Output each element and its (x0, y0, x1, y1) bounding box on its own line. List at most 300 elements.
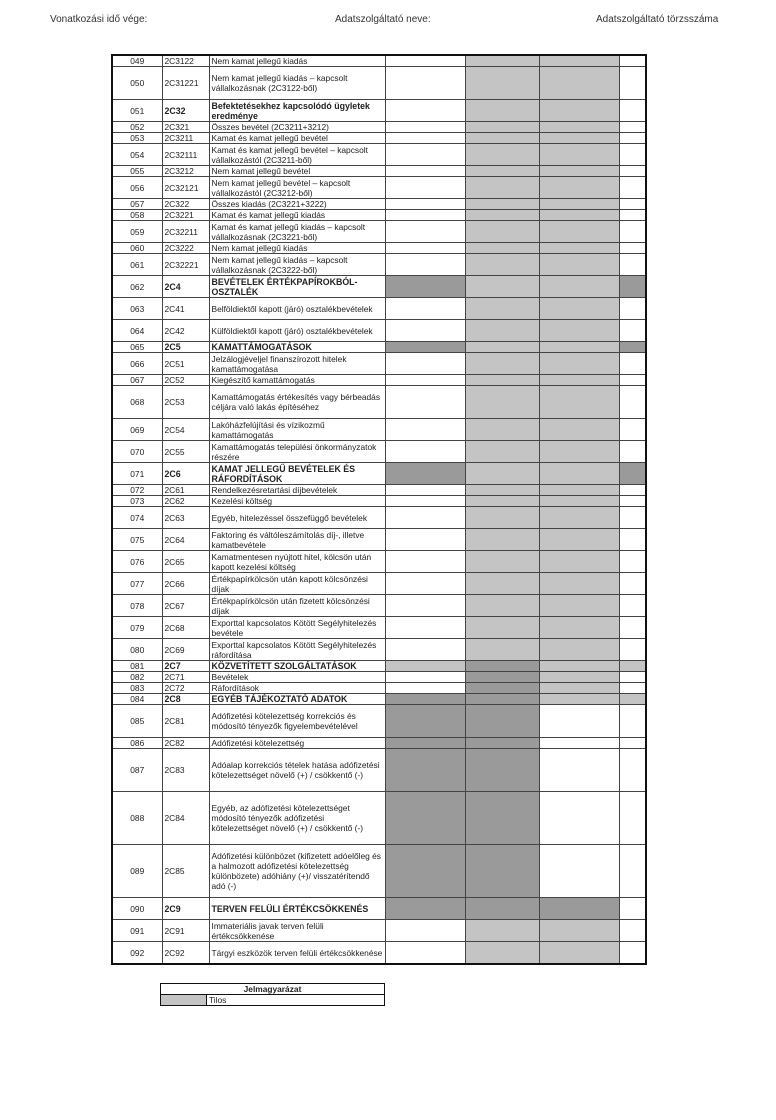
table-row (112, 298, 646, 320)
value-cell (465, 898, 539, 920)
value-cell (619, 661, 646, 672)
value-cell (465, 133, 539, 144)
row-description: Külföldiektől kapott (járó) osztalékbevételek (209, 320, 385, 342)
value-cell[interactable] (385, 375, 465, 386)
value-cell[interactable] (385, 441, 465, 463)
value-cell (465, 485, 539, 496)
legend-table (160, 983, 385, 1006)
value-cell[interactable] (619, 639, 646, 661)
row-description: Egyéb, hitelezéssel összefüggő bevételek (209, 507, 385, 529)
value-cell (385, 738, 465, 749)
value-cell[interactable] (385, 144, 465, 166)
table-row (112, 386, 646, 419)
value-cell (465, 210, 539, 221)
table-row (112, 485, 646, 496)
value-cell[interactable] (385, 942, 465, 965)
table-row (112, 276, 646, 298)
value-cell (539, 177, 619, 199)
row-description: Faktoring és váltóleszámítolás díj-, illetve kamatbevétele (209, 529, 385, 551)
row-number: 079 (112, 617, 162, 639)
value-cell (465, 254, 539, 276)
value-cell[interactable] (385, 920, 465, 942)
row-description: Kamat és kamat jellegű bevétel – kapcsolt vállalkozástól (2C3211-ből) (209, 144, 385, 166)
value-cell (539, 507, 619, 529)
row-number: 090 (112, 898, 162, 920)
row-description: Kamat és kamat jellegű bevétel (209, 133, 385, 144)
value-cell[interactable] (619, 485, 646, 496)
row-code: 2C52 (162, 375, 209, 386)
value-cell[interactable] (619, 133, 646, 144)
value-cell (539, 298, 619, 320)
row-code: 2C67 (162, 595, 209, 617)
value-cell (539, 199, 619, 210)
value-cell (539, 617, 619, 639)
value-cell (619, 694, 646, 705)
table-row (112, 705, 646, 738)
row-description: Kamat és kamat jellegű kiadás (209, 210, 385, 221)
row-code: 2C82 (162, 738, 209, 749)
row-number: 074 (112, 507, 162, 529)
row-description: Értékpapírkölcsön után kapott kölcsönzési díjak (209, 573, 385, 595)
row-code: 2C91 (162, 920, 209, 942)
table-row (112, 221, 646, 243)
value-cell[interactable] (385, 617, 465, 639)
row-number: 070 (112, 441, 162, 463)
value-cell (539, 551, 619, 573)
value-cell[interactable] (619, 529, 646, 551)
value-cell (465, 386, 539, 419)
value-cell (465, 683, 539, 694)
row-code: 2C65 (162, 551, 209, 573)
value-cell[interactable] (385, 55, 465, 67)
row-code: 2C8 (162, 694, 209, 705)
row-description: Exporttal kapcsolatos Kötött Segélyhitelezés ráfordítása (209, 639, 385, 661)
legend-swatch (161, 995, 207, 1006)
row-number: 088 (112, 792, 162, 845)
value-cell (539, 694, 619, 705)
value-cell (465, 617, 539, 639)
value-cell (385, 705, 465, 738)
row-description: Rendelkezésretartási díjbevételek (209, 485, 385, 496)
row-number: 067 (112, 375, 162, 386)
row-code: 2C322 (162, 199, 209, 210)
value-cell (539, 942, 619, 965)
table-row (112, 353, 646, 375)
value-cell (539, 144, 619, 166)
value-cell[interactable] (539, 738, 619, 749)
row-code: 2C41 (162, 298, 209, 320)
value-cell[interactable] (539, 845, 619, 898)
value-cell (539, 353, 619, 375)
value-cell (465, 738, 539, 749)
value-cell (465, 749, 539, 792)
value-cell[interactable] (385, 122, 465, 133)
row-number: 059 (112, 221, 162, 243)
reference-period-label: Vonatkozási idő vége: (50, 14, 148, 25)
value-cell (539, 496, 619, 507)
value-cell (539, 342, 619, 353)
row-code: 2C4 (162, 276, 209, 298)
value-cell (465, 221, 539, 243)
row-number: 062 (112, 276, 162, 298)
table-row (112, 845, 646, 898)
value-cell[interactable] (619, 705, 646, 738)
row-number: 066 (112, 353, 162, 375)
table-row (112, 529, 646, 551)
value-cell[interactable] (385, 67, 465, 100)
row-number: 091 (112, 920, 162, 942)
value-cell (465, 573, 539, 595)
value-cell (539, 386, 619, 419)
value-cell (539, 595, 619, 617)
table-row (112, 661, 646, 672)
row-number: 082 (112, 672, 162, 683)
table-row (112, 254, 646, 276)
value-cell (465, 942, 539, 965)
value-cell (539, 320, 619, 342)
value-cell (465, 845, 539, 898)
value-cell[interactable] (385, 485, 465, 496)
value-cell (465, 342, 539, 353)
table-row (112, 920, 646, 942)
value-cell (465, 55, 539, 67)
row-description: Belföldiektől kapott (járó) osztalékbevételek (209, 298, 385, 320)
table-row (112, 100, 646, 122)
value-cell[interactable] (619, 749, 646, 792)
value-cell[interactable] (619, 100, 646, 122)
value-cell[interactable] (619, 683, 646, 694)
value-cell[interactable] (385, 419, 465, 441)
value-cell (385, 463, 465, 485)
row-code: 2C42 (162, 320, 209, 342)
value-cell[interactable] (385, 496, 465, 507)
value-cell[interactable] (619, 55, 646, 67)
row-code: 2C32121 (162, 177, 209, 199)
value-cell (465, 441, 539, 463)
row-number: 063 (112, 298, 162, 320)
row-code: 2C69 (162, 639, 209, 661)
value-cell[interactable] (385, 353, 465, 375)
row-code: 2C32 (162, 100, 209, 122)
row-number: 049 (112, 55, 162, 67)
row-code: 2C32111 (162, 144, 209, 166)
table-row (112, 617, 646, 639)
row-number: 087 (112, 749, 162, 792)
row-description: Nem kamat jellegű kiadás (209, 55, 385, 67)
row-description: Exporttal kapcsolatos Kötött Segélyhitelezés bevétele (209, 617, 385, 639)
table-row (112, 419, 646, 441)
row-number: 058 (112, 210, 162, 221)
value-cell[interactable] (619, 243, 646, 254)
row-code: 2C3222 (162, 243, 209, 254)
row-description: Összes kiadás (2C3221+3222) (209, 199, 385, 210)
value-cell (539, 672, 619, 683)
row-description: Bevételek (209, 672, 385, 683)
value-cell[interactable] (619, 595, 646, 617)
table-row (112, 144, 646, 166)
value-cell[interactable] (619, 375, 646, 386)
value-cell[interactable] (619, 419, 646, 441)
value-cell[interactable] (539, 749, 619, 792)
row-number: 054 (112, 144, 162, 166)
value-cell (465, 529, 539, 551)
value-cell (465, 100, 539, 122)
value-cell (539, 441, 619, 463)
row-description: TERVEN FELÜLI ÉRTÉKCSÖKKENÉS (209, 898, 385, 920)
table-row (112, 942, 646, 965)
table-row (112, 639, 646, 661)
row-description: Egyéb, az adófizetési kötelezettséget módosító tényezők adófizetési kötelezettséget növelő (+) / csökkentő (-) (209, 792, 385, 845)
row-code: 2C83 (162, 749, 209, 792)
value-cell[interactable] (385, 177, 465, 199)
row-description: Immateriális javak terven felüli értékcsökkenése (209, 920, 385, 942)
table-row (112, 67, 646, 100)
row-description: Értékpapírkölcsön után fizetett kölcsönzési díjak (209, 595, 385, 617)
row-code: 2C64 (162, 529, 209, 551)
value-cell[interactable] (385, 100, 465, 122)
row-code: 2C62 (162, 496, 209, 507)
table-row (112, 694, 646, 705)
row-description: Nem kamat jellegű kiadás – kapcsolt vállalkozásnak (2C3122-ből) (209, 67, 385, 100)
row-code: 2C71 (162, 672, 209, 683)
value-cell[interactable] (385, 166, 465, 177)
value-cell[interactable] (619, 617, 646, 639)
row-number: 084 (112, 694, 162, 705)
row-description: Tárgyi eszközök terven felüli értékcsökkenése (209, 942, 385, 965)
report-rows (112, 55, 646, 964)
row-description: Adófizetési különbözet (kifizetett adóelőleg és a halmozott adófizetési kötelezettség különbözete) adóhiány (+)/ visszatérítendő adó (-) (209, 845, 385, 898)
value-cell[interactable] (385, 672, 465, 683)
value-cell[interactable] (619, 942, 646, 965)
value-cell (539, 55, 619, 67)
value-cell (539, 463, 619, 485)
row-description: Nem kamat jellegű bevétel – kapcsolt vállalkozástól (2C3212-ből) (209, 177, 385, 199)
row-description: Nem kamat jellegű bevétel (209, 166, 385, 177)
value-cell[interactable] (385, 243, 465, 254)
row-number: 076 (112, 551, 162, 573)
value-cell[interactable] (619, 353, 646, 375)
value-cell[interactable] (385, 320, 465, 342)
table-row (112, 573, 646, 595)
row-description: Összes bevétel (2C3211+3212) (209, 122, 385, 133)
value-cell (385, 694, 465, 705)
table-row (112, 507, 646, 529)
row-code: 2C3211 (162, 133, 209, 144)
table-row (112, 177, 646, 199)
value-cell[interactable] (619, 254, 646, 276)
value-cell (465, 144, 539, 166)
row-number: 069 (112, 419, 162, 441)
value-cell[interactable] (619, 320, 646, 342)
row-code: 2C3122 (162, 55, 209, 67)
row-description: Adóalap korrekciós tételek hatása adófizetési kötelezettséget növelő (+) / csökkentő (-) (209, 749, 385, 792)
value-cell[interactable] (619, 386, 646, 419)
row-code: 2C85 (162, 845, 209, 898)
value-cell (465, 122, 539, 133)
table-row (112, 738, 646, 749)
value-cell (539, 166, 619, 177)
value-cell (385, 661, 465, 672)
row-description: Kamattámogatás értékesítés vagy bérbeadás céljára való lakás építéséhez (209, 386, 385, 419)
value-cell[interactable] (385, 551, 465, 573)
value-cell[interactable] (619, 177, 646, 199)
value-cell[interactable] (619, 507, 646, 529)
value-cell[interactable] (385, 254, 465, 276)
row-number: 080 (112, 639, 162, 661)
provider-name-label: Adatszolgáltató neve: (335, 14, 431, 25)
value-cell (465, 243, 539, 254)
row-code: 2C54 (162, 419, 209, 441)
row-description: Adófizetési kötelezettség (209, 738, 385, 749)
row-number: 081 (112, 661, 162, 672)
row-code: 2C9 (162, 898, 209, 920)
table-row (112, 166, 646, 177)
value-cell (465, 705, 539, 738)
table-row (112, 210, 646, 221)
table-row (112, 551, 646, 573)
row-description: Kamatmentesen nyújtott hitel, kölcsön után kapott kezelési költség (209, 551, 385, 573)
row-code: 2C92 (162, 942, 209, 965)
value-cell (465, 419, 539, 441)
value-cell (539, 375, 619, 386)
value-cell (385, 792, 465, 845)
value-cell[interactable] (619, 792, 646, 845)
table-row (112, 122, 646, 133)
row-description: Lakóházfelújítási és vízikozmű kamattámogatás (209, 419, 385, 441)
value-cell (465, 353, 539, 375)
value-cell (539, 683, 619, 694)
value-cell[interactable] (619, 298, 646, 320)
table-row (112, 243, 646, 254)
row-number: 050 (112, 67, 162, 100)
value-cell (539, 133, 619, 144)
row-code: 2C6 (162, 463, 209, 485)
value-cell[interactable] (619, 67, 646, 100)
value-cell[interactable] (385, 221, 465, 243)
row-number: 055 (112, 166, 162, 177)
value-cell[interactable] (619, 210, 646, 221)
row-description: KÖZVETÍTETT SZOLGÁLTATÁSOK (209, 661, 385, 672)
value-cell[interactable] (385, 199, 465, 210)
value-cell (539, 529, 619, 551)
value-cell[interactable] (619, 738, 646, 749)
row-description: KAMAT JELLEGŰ BEVÉTELEK ÉS RÁFORDÍTÁSOK (209, 463, 385, 485)
value-cell (465, 298, 539, 320)
row-description: Kiegészítő kamattámogatás (209, 375, 385, 386)
value-cell[interactable] (619, 898, 646, 920)
value-cell (539, 67, 619, 100)
value-cell[interactable] (619, 672, 646, 683)
value-cell (539, 573, 619, 595)
row-code: 2C5 (162, 342, 209, 353)
row-code: 2C7 (162, 661, 209, 672)
row-number: 092 (112, 942, 162, 965)
value-cell[interactable] (619, 573, 646, 595)
row-number: 053 (112, 133, 162, 144)
row-description: KAMATTÁMOGATÁSOK (209, 342, 385, 353)
row-number: 085 (112, 705, 162, 738)
value-cell[interactable] (619, 845, 646, 898)
row-number: 071 (112, 463, 162, 485)
table-row (112, 898, 646, 920)
row-code: 2C32221 (162, 254, 209, 276)
value-cell (465, 595, 539, 617)
value-cell (539, 122, 619, 133)
value-cell[interactable] (619, 166, 646, 177)
value-cell (539, 243, 619, 254)
row-code: 2C32211 (162, 221, 209, 243)
row-code: 2C51 (162, 353, 209, 375)
report-table (111, 54, 647, 965)
row-number: 073 (112, 496, 162, 507)
value-cell[interactable] (619, 122, 646, 133)
value-cell[interactable] (619, 144, 646, 166)
value-cell[interactable] (385, 573, 465, 595)
value-cell[interactable] (385, 133, 465, 144)
value-cell (539, 100, 619, 122)
row-description: Nem kamat jellegű kiadás (209, 243, 385, 254)
value-cell[interactable] (619, 221, 646, 243)
value-cell[interactable] (619, 441, 646, 463)
table-row (112, 672, 646, 683)
value-cell (465, 375, 539, 386)
row-number: 086 (112, 738, 162, 749)
value-cell[interactable] (619, 496, 646, 507)
row-code: 2C61 (162, 485, 209, 496)
value-cell (619, 276, 646, 298)
value-cell (539, 485, 619, 496)
value-cell (465, 551, 539, 573)
table-row (112, 463, 646, 485)
value-cell[interactable] (539, 705, 619, 738)
value-cell (539, 639, 619, 661)
value-cell (619, 463, 646, 485)
value-cell (539, 254, 619, 276)
value-cell (539, 276, 619, 298)
row-number: 056 (112, 177, 162, 199)
value-cell[interactable] (385, 386, 465, 419)
row-code: 2C55 (162, 441, 209, 463)
value-cell (539, 898, 619, 920)
value-cell[interactable] (385, 298, 465, 320)
value-cell[interactable] (619, 920, 646, 942)
row-code: 2C3221 (162, 210, 209, 221)
legend-title: Jelmagyarázat (161, 984, 385, 995)
value-cell[interactable] (619, 199, 646, 210)
table-row (112, 199, 646, 210)
value-cell (465, 199, 539, 210)
value-cell (465, 496, 539, 507)
value-cell[interactable] (385, 595, 465, 617)
row-description: Kamattámogatás települési önkormányzatok részére (209, 441, 385, 463)
value-cell[interactable] (385, 683, 465, 694)
row-description: Ráfordítások (209, 683, 385, 694)
value-cell (539, 221, 619, 243)
value-cell[interactable] (619, 551, 646, 573)
value-cell[interactable] (539, 792, 619, 845)
row-code: 2C3212 (162, 166, 209, 177)
value-cell (465, 320, 539, 342)
value-cell (385, 749, 465, 792)
value-cell[interactable] (385, 639, 465, 661)
value-cell[interactable] (385, 507, 465, 529)
value-cell[interactable] (385, 529, 465, 551)
row-number: 065 (112, 342, 162, 353)
row-number: 077 (112, 573, 162, 595)
row-code: 2C53 (162, 386, 209, 419)
value-cell[interactable] (385, 210, 465, 221)
row-description: Nem kamat jellegű kiadás – kapcsolt vállalkozásnak (2C3222-ből) (209, 254, 385, 276)
